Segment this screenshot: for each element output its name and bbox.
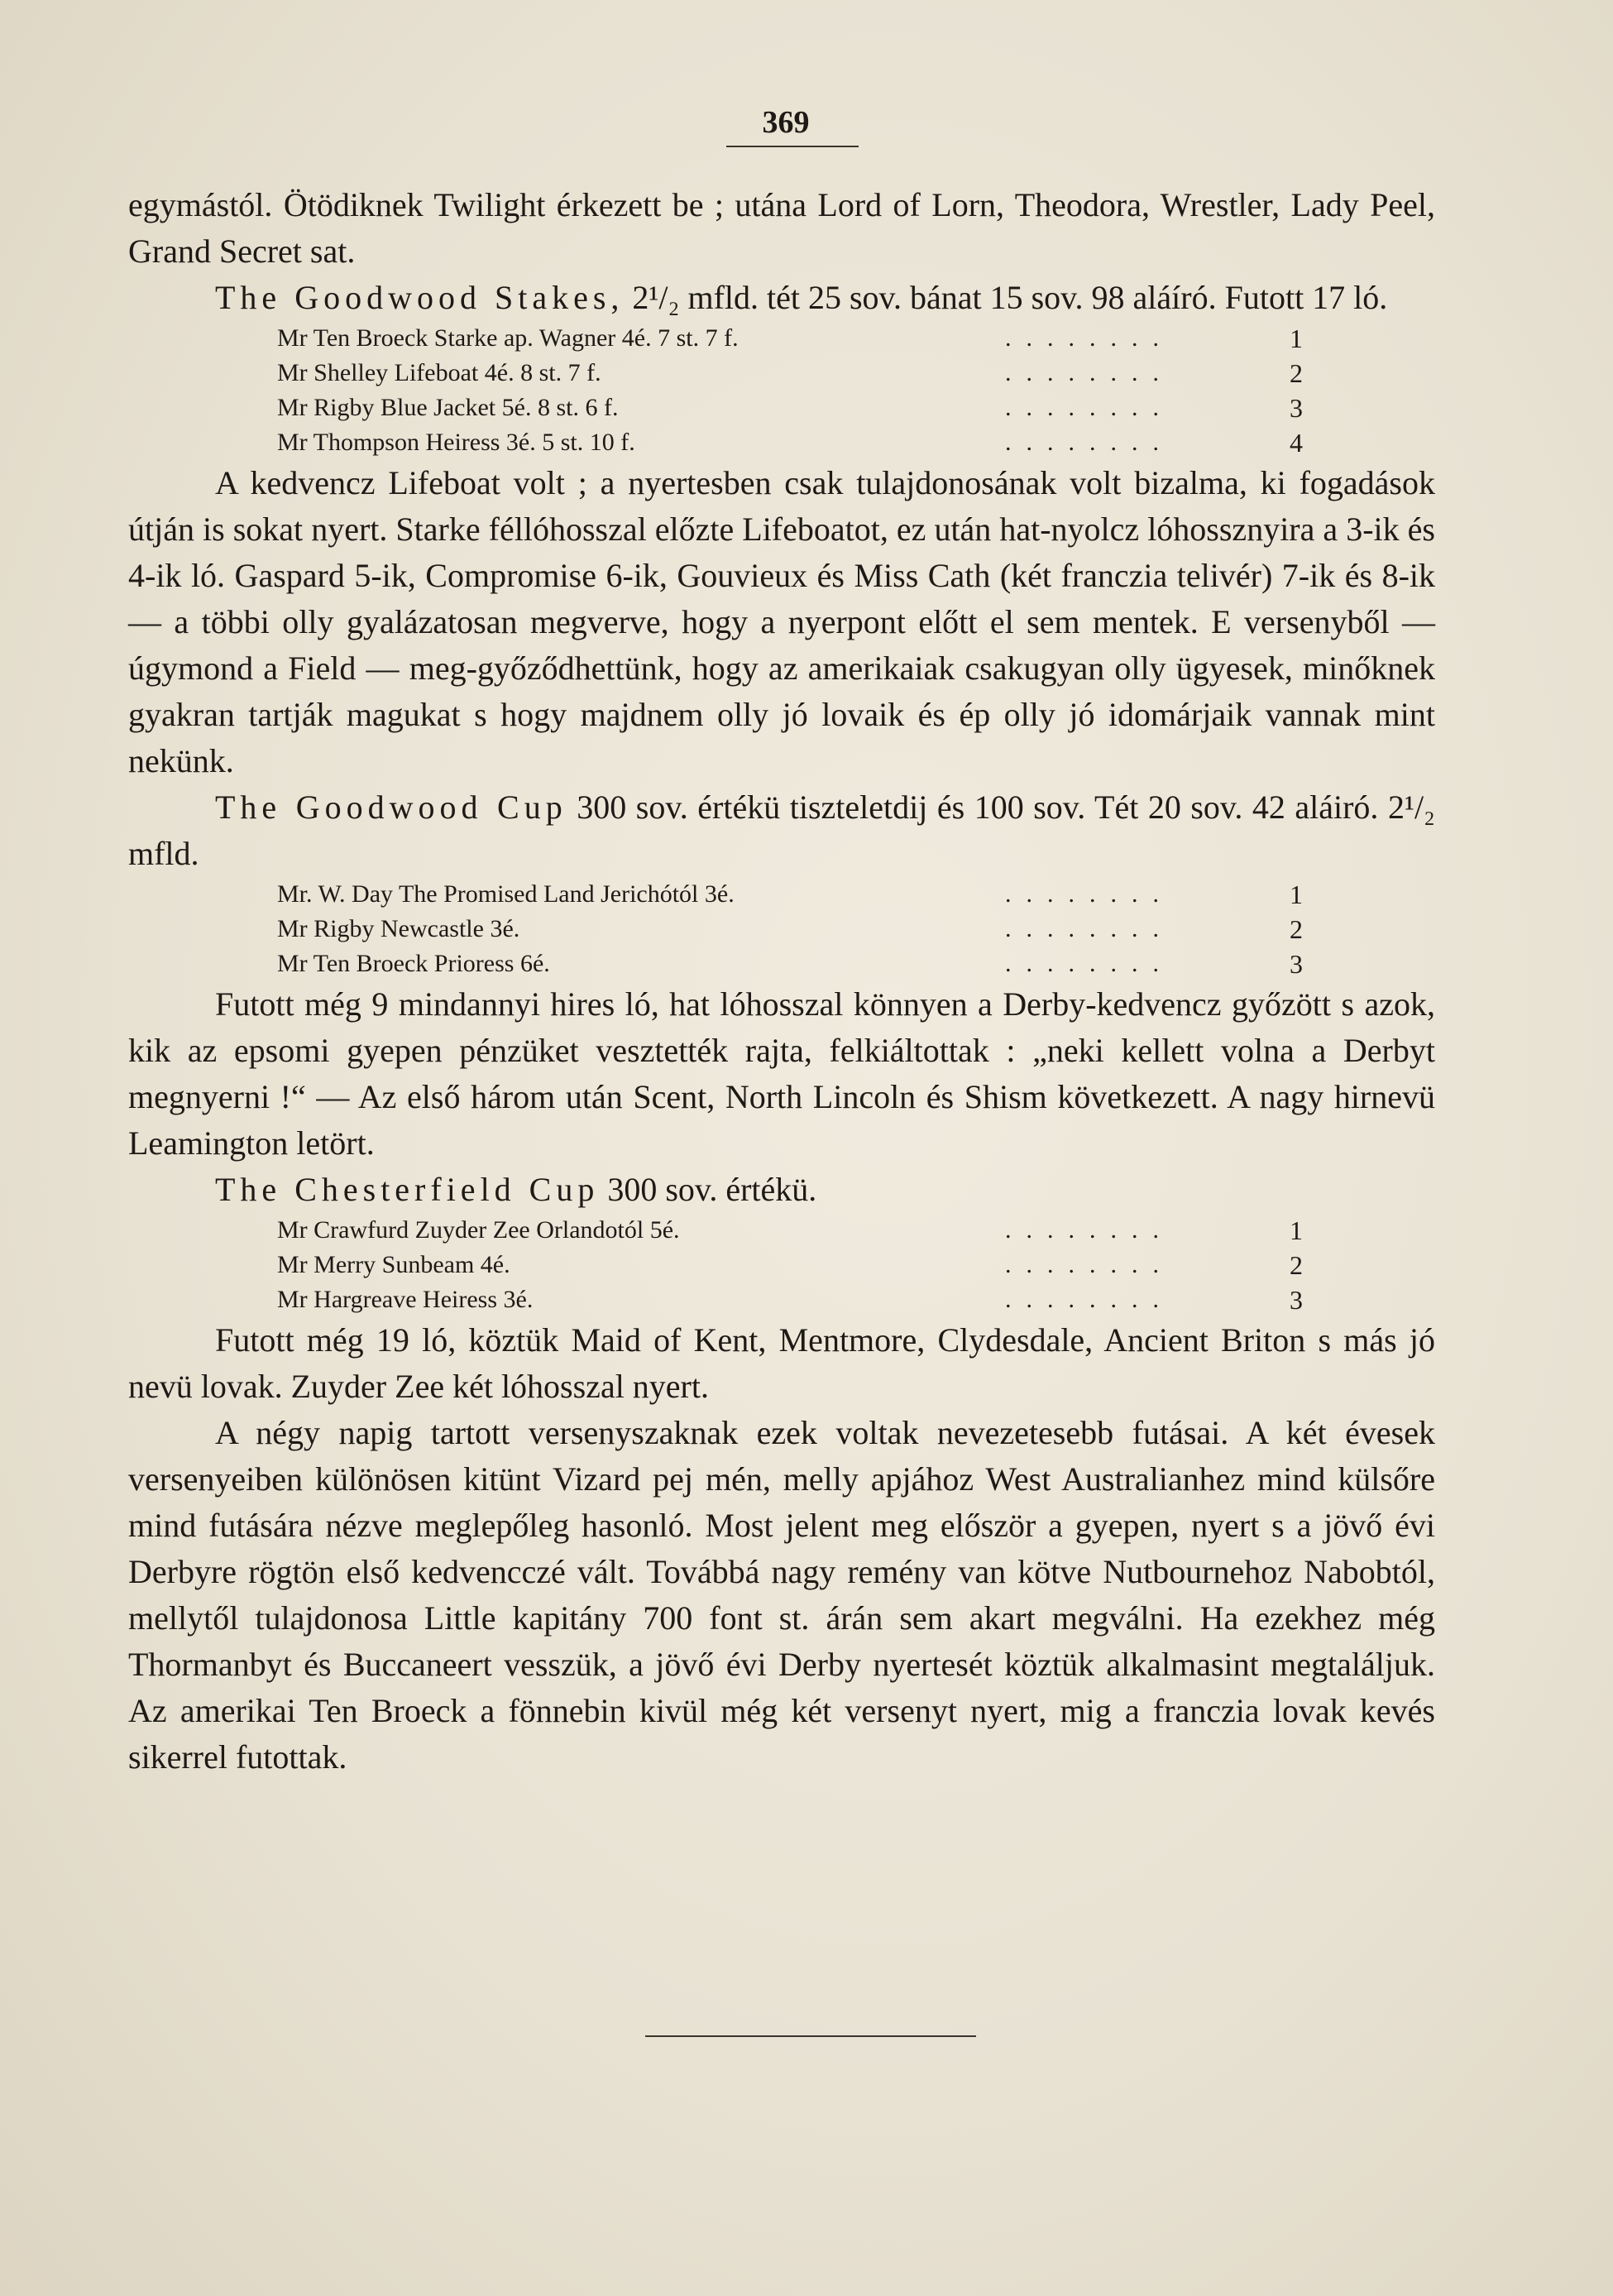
result-place: 3 bbox=[1290, 1285, 1303, 1315]
result-place: 1 bbox=[1290, 324, 1303, 353]
race-chesterfield-cup bbox=[128, 1167, 1435, 1213]
leader-dots: ........ bbox=[1005, 1251, 1174, 1278]
race-goodwood-cup bbox=[128, 784, 1435, 877]
result-entry: Mr Ten Broeck Starke ap. Wagner 4é. 7 st. 7 f. bbox=[277, 324, 739, 352]
page-number: 369 bbox=[762, 105, 810, 140]
result-place: 3 bbox=[1290, 949, 1303, 979]
result-row bbox=[277, 1282, 1303, 1317]
result-entry: Mr Merry Sunbeam 4é. bbox=[277, 1251, 510, 1278]
leader-dots: ........ bbox=[1005, 880, 1174, 908]
race-title: The Goodwood Stakes, bbox=[215, 279, 625, 316]
race-title: The Goodwood Cup bbox=[215, 789, 567, 826]
result-row bbox=[277, 877, 1303, 912]
race-comment: A kedvencz Lifeboat volt ; a nyertesben csak tulajdonosának volt bizalma, ki fogadások útján is sokat nyert. Starke féllóhosszal előzte Lifeboatot, ez után hat-nyolcz lóhossznyira a 3-ik és 4-ik ló. Gaspard 5-ik, Compromise 6-ik, Gouvieux és Miss Cath (két franczia telivér) 7-ik és 8-ik — a többi olly gyalázatosan megverve, hogy a nyerpont előtt el sem mentek. E versenyből — úgymond a Field — meg-győződhettünk, hogy az amerikaiak csakugyan olly ügyesek, minőknek gyakran tartják magukat s hogy majdnem olly jó lovaik és ép olly jó idomárjaik vannak mint nekünk. bbox=[128, 464, 1435, 779]
result-entry: Mr Rigby Blue Jacket 5é. 8 st. 6 f. bbox=[277, 394, 619, 421]
result-entry: Mr Thompson Heiress 3é. 5 st. 10 f. bbox=[277, 429, 635, 456]
leader-dots: ........ bbox=[1005, 359, 1174, 386]
race-conditions: 300 sov. értékü tiszteletdij és 100 sov. Tét 20 sov. 42 aláiró. 2¹/₂ mfld. bbox=[128, 789, 1436, 872]
result-row bbox=[277, 1213, 1303, 1248]
result-entry: Mr Hargreave Heiress 3é. bbox=[277, 1286, 534, 1313]
result-place: 2 bbox=[1290, 914, 1303, 944]
race-conditions: 2¹/₂ mfld. tét 25 sov. bánat 15 sov. 98 aláíró. Futott 17 ló. bbox=[632, 279, 1388, 316]
result-place: 1 bbox=[1290, 1215, 1303, 1245]
result-row bbox=[277, 425, 1303, 460]
result-row bbox=[277, 1248, 1303, 1282]
result-row bbox=[277, 947, 1303, 981]
leader-dots: ........ bbox=[1005, 915, 1174, 942]
header-rule bbox=[726, 146, 859, 147]
race-goodwood-stakes bbox=[128, 275, 1435, 321]
leader-dots: ........ bbox=[1005, 1216, 1174, 1244]
result-row bbox=[277, 912, 1303, 947]
leader-dots: ........ bbox=[1005, 324, 1174, 352]
closing-paragraph: A négy napig tartott versenyszaknak ezek voltak nevezetesebb futásai. A két évesek versenyeiben különösen kitünt Vizard pej mén, melly apjához West Australianhez mind külsőre mind futására nézve meglepőleg hasonló. Most jelent meg először a gyepen, nyert s a jövő évi Derbyre rögtön első kedvencczé vált. Továbbá nagy remény van kötve Nutbournehoz Nabobtól, mellytől tulajdonosa Little kapitány 700 font st. árán sem akart megválni. Ha ezekhez még Thormanbyt és Buccaneert vesszük, a jövő évi Derby nyertesét köztük alkalmasint megtaláljuk. Az amerikai Ten Broeck a fönnebin kivül még két versenyt nyert, mig a franczia lovak kevés sikerrel futottak. bbox=[128, 1414, 1435, 1776]
race-conditions: 300 sov. értékü. bbox=[607, 1171, 817, 1208]
result-place: 1 bbox=[1290, 880, 1303, 909]
result-entry: Mr Rigby Newcastle 3é. bbox=[277, 915, 520, 942]
leader-dots: ........ bbox=[1005, 429, 1174, 456]
page-body bbox=[128, 182, 1435, 1781]
race-comment: Futott még 19 ló, köztük Maid of Kent, Mentmore, Clydesdale, Ancient Briton s más jó nevü lovak. Zuyder Zee két lóhosszal nyert. bbox=[128, 1321, 1435, 1405]
result-place: 4 bbox=[1290, 428, 1303, 458]
result-entry: Mr. W. Day The Promised Land Jerichótól 3é. bbox=[277, 880, 735, 908]
result-entry: Mr Ten Broeck Prioress 6é. bbox=[277, 950, 550, 977]
result-row bbox=[277, 321, 1303, 356]
race-title: The Chesterfield Cup bbox=[215, 1171, 600, 1208]
result-place: 2 bbox=[1290, 358, 1303, 388]
result-entry: Mr Crawfurd Zuyder Zee Orlandotól 5é. bbox=[277, 1216, 680, 1244]
leader-dots: ........ bbox=[1005, 394, 1174, 421]
result-place: 3 bbox=[1290, 393, 1303, 423]
result-row bbox=[277, 356, 1303, 391]
result-row bbox=[277, 391, 1303, 425]
race-comment: Futott még 9 mindannyi hires ló, hat lóhosszal könnyen a Derby-kedvencz győzött s azok, kik az epsomi gyepen pénzüket vesztették rajta, felkiáltottak : „neki kellett volna a Derbyt megnyerni !“ — Az első három után Scent, North Lincoln és Shism következett. A nagy hirnevü Leamington letört. bbox=[128, 985, 1435, 1162]
leader-dots: ........ bbox=[1005, 1286, 1174, 1313]
paragraph-continuation: egymástól. Ötödiknek Twilight érkezett be ; utána Lord of Lorn, Theodora, Wrestler, Lady Peel, Grand Secret sat. bbox=[128, 186, 1435, 270]
section-end-rule bbox=[645, 2035, 976, 2037]
result-entry: Mr Shelley Lifeboat 4é. 8 st. 7 f. bbox=[277, 359, 601, 386]
result-place: 2 bbox=[1290, 1250, 1303, 1280]
leader-dots: ........ bbox=[1005, 950, 1174, 977]
